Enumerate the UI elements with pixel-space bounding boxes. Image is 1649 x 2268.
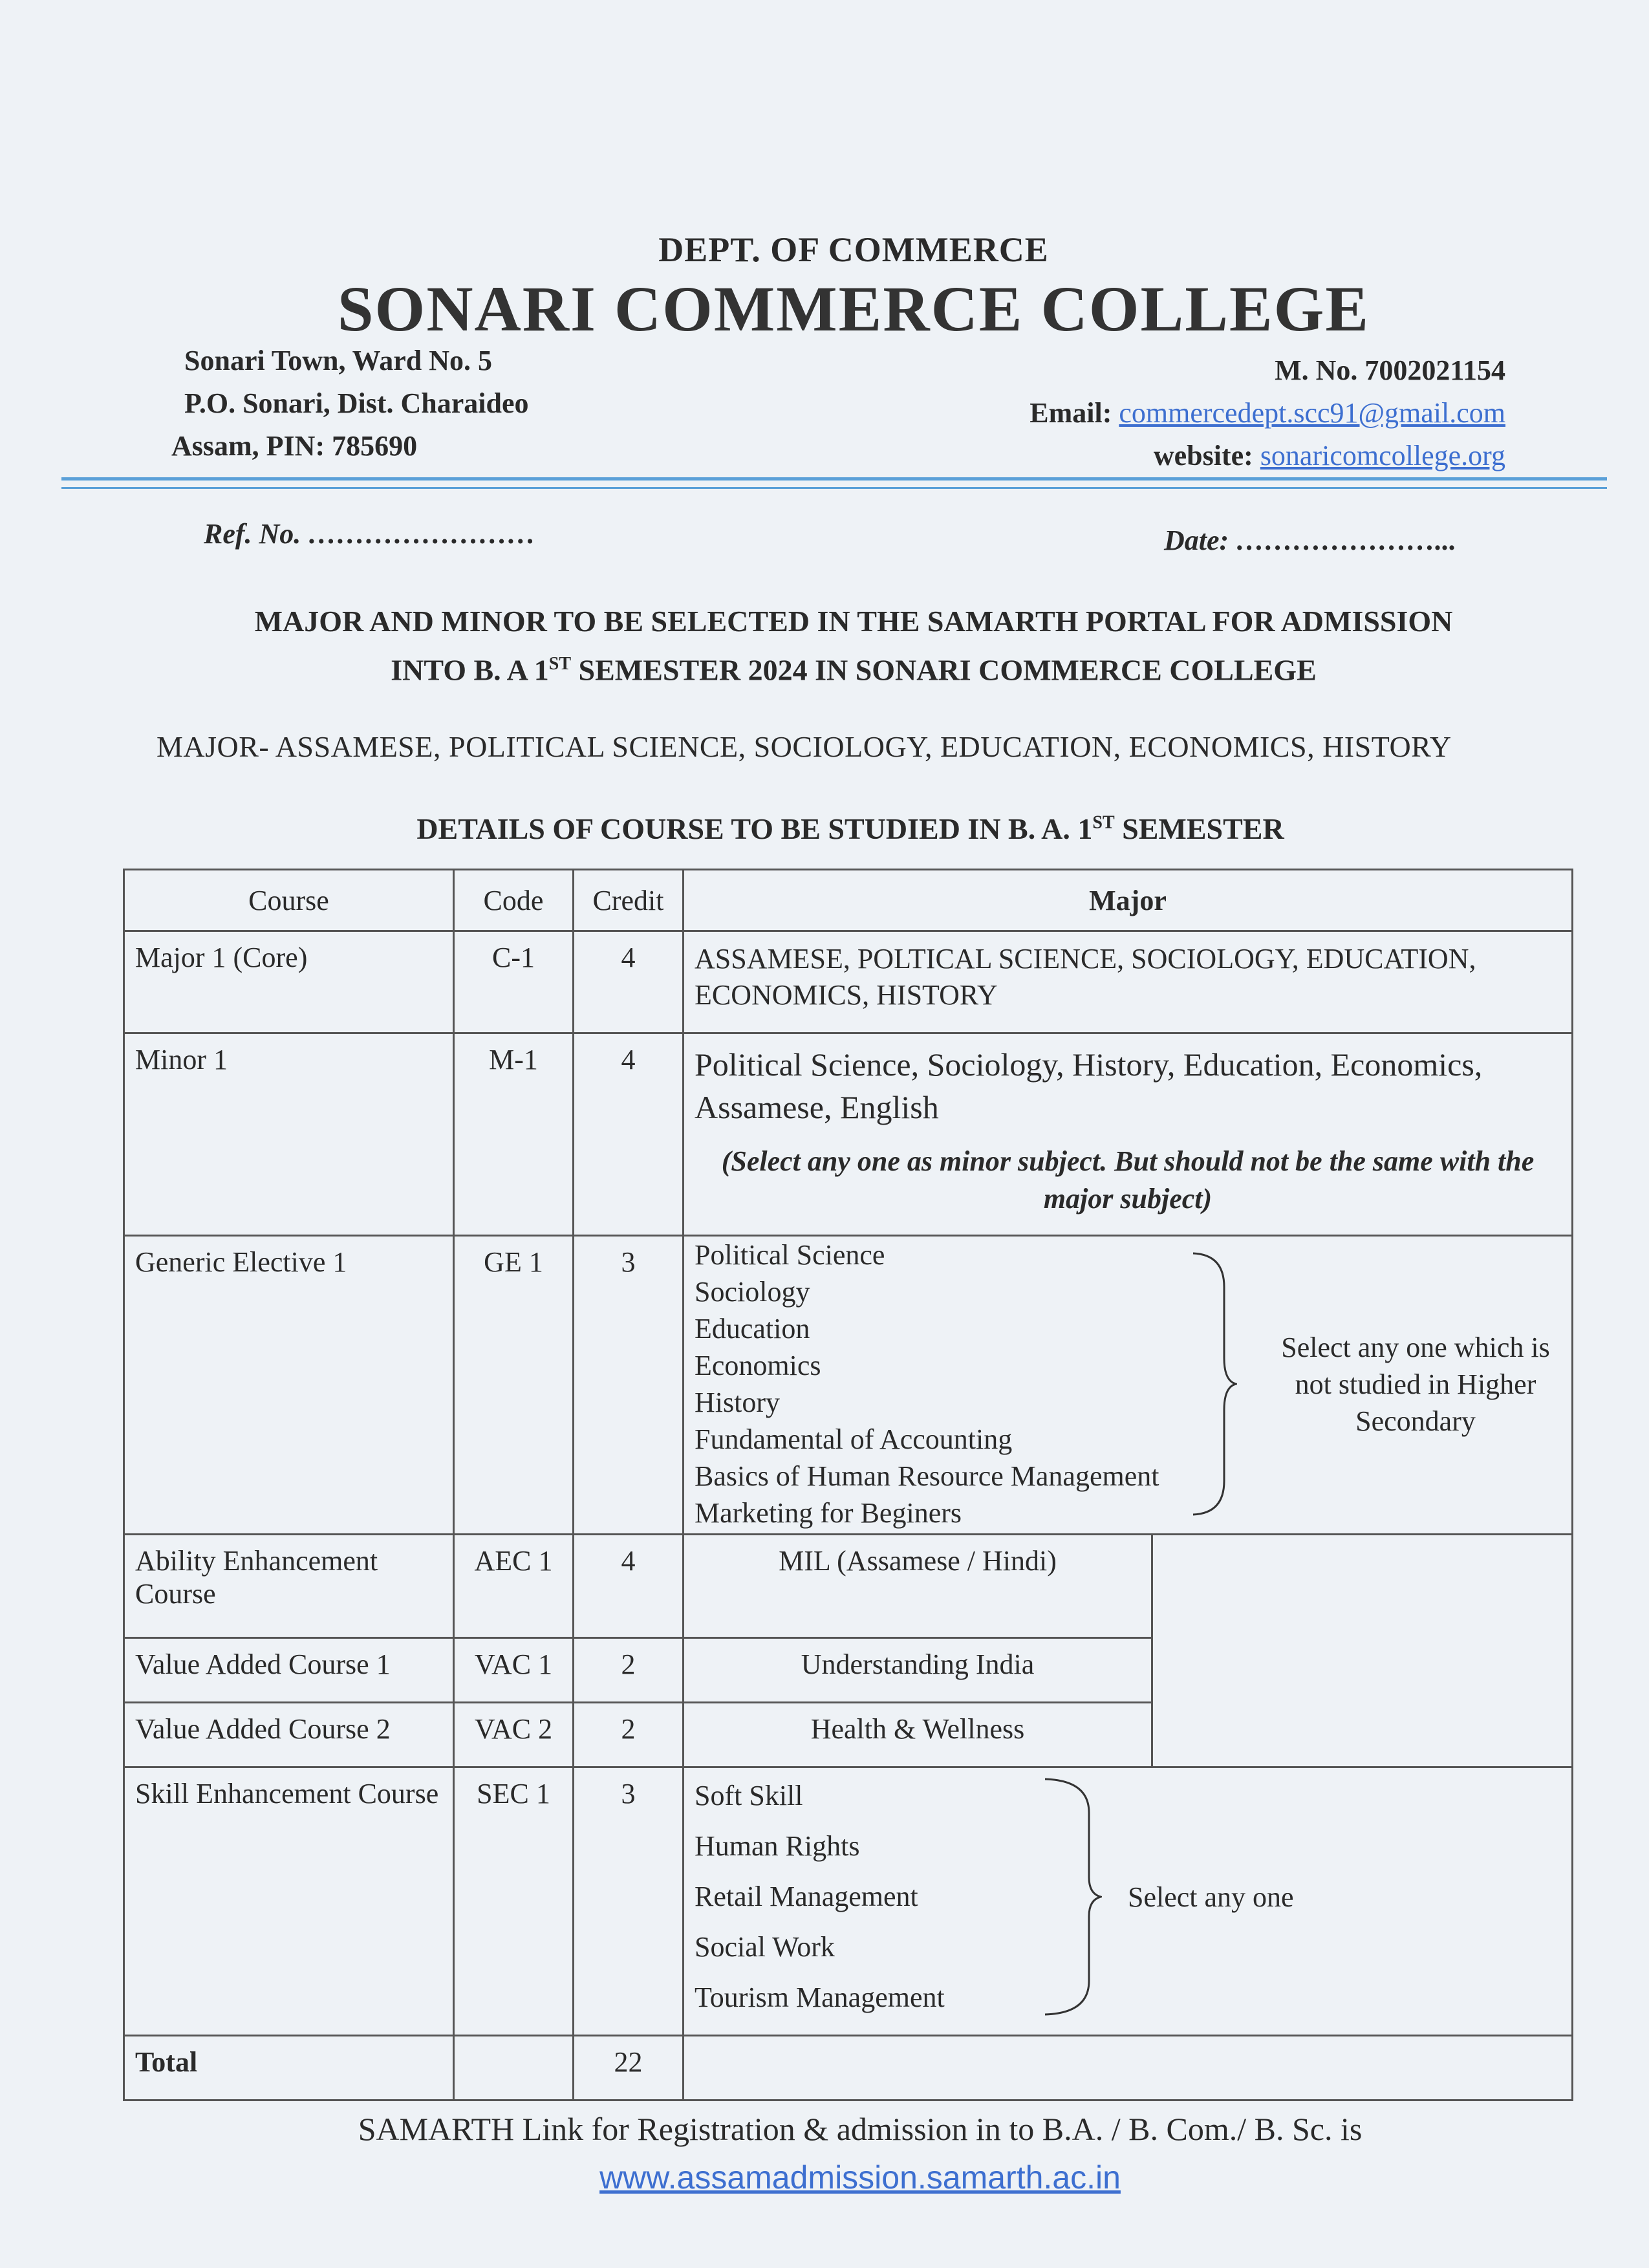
course-cell: Skill Enhancement Course <box>124 1767 454 2036</box>
course-cell: Value Added Course 1 <box>124 1638 454 1703</box>
col-course: Course <box>124 870 454 931</box>
samarth-link[interactable]: www.assamadmission.samarth.ac.in <box>599 2159 1121 2196</box>
list-item: Marketing for Beginers <box>695 1497 962 1529</box>
list-item: Education <box>695 1313 810 1345</box>
table-row <box>124 931 1573 1033</box>
course-cell: Ability Enhancement Course <box>124 1535 454 1638</box>
table-row <box>124 1767 1573 2036</box>
code-cell: VAC 2 <box>454 1703 574 1767</box>
email-link[interactable]: commercedept.scc91@gmail.com <box>1119 397 1505 429</box>
total-row <box>124 2036 1573 2101</box>
code-cell: GE 1 <box>454 1236 574 1535</box>
notice-line-2: INTO B. A 1ST SEMESTER 2024 IN SONARI COMMERCE COLLEGE <box>391 653 1317 687</box>
ref-number: Ref. No. …………………… <box>204 518 536 550</box>
list-item: History <box>695 1387 780 1418</box>
empty-cell <box>1152 1535 1573 1767</box>
email-line <box>1029 392 1505 435</box>
address-block <box>171 340 529 468</box>
header-divider-thin <box>61 487 1607 489</box>
address-line: Assam, PIN: 785690 <box>171 430 418 462</box>
details-heading: DETAILS OF COURSE TO BE STUDIED IN B. A. 1ST SEMESTER <box>416 812 1284 845</box>
ge-instruction: Select any one which is not studied in Higher Secondary <box>1281 1331 1550 1437</box>
table-row <box>124 1535 1573 1638</box>
address-line: Sonari Town, Ward No. 5 <box>184 345 493 376</box>
email-label: Email: <box>1029 397 1112 429</box>
course-cell: Major 1 (Core) <box>124 931 454 1033</box>
contact-block <box>1029 349 1505 477</box>
ge-options-cell <box>684 1236 1573 1535</box>
subject-cell: Health & Wellness <box>684 1703 1152 1767</box>
brace-icon <box>1192 1248 1237 1520</box>
list-item: Retail Management <box>695 1881 918 1912</box>
list-item: Soft Skill <box>695 1780 803 1811</box>
mobile-number: M. No. 7002021154 <box>1275 354 1505 386</box>
list-item: Social Work <box>695 1931 835 1963</box>
code-cell: VAC 1 <box>454 1638 574 1703</box>
list-item: Political Science <box>695 1239 885 1271</box>
code-cell: AEC 1 <box>454 1535 574 1638</box>
list-item: Human Rights <box>695 1830 860 1862</box>
credit-cell: 3 <box>574 1767 684 2036</box>
credit-cell: 2 <box>574 1638 684 1703</box>
course-table <box>123 869 1573 2101</box>
total-label: Total <box>124 2036 454 2101</box>
credit-cell: 4 <box>574 1033 684 1236</box>
header-divider <box>61 477 1607 481</box>
website-line <box>1029 435 1505 477</box>
table-header-row <box>124 870 1573 931</box>
col-credit: Credit <box>574 870 684 931</box>
sec-instruction: Select any one <box>1128 1881 1294 1913</box>
course-cell: Generic Elective 1 <box>124 1236 454 1535</box>
course-cell: Value Added Course 2 <box>124 1703 454 1767</box>
credit-cell: 4 <box>574 931 684 1033</box>
website-label: website: <box>1153 440 1253 471</box>
notice-line-1: MAJOR AND MINOR TO BE SELECTED IN THE SAMARTH PORTAL FOR ADMISSION <box>254 605 1453 638</box>
footer-text: SAMARTH Link for Registration & admission in to B.A. / B. Com./ B. Sc. is <box>358 2111 1363 2147</box>
brace-icon <box>1044 1774 1102 2020</box>
code-cell: C-1 <box>454 931 574 1033</box>
ge-options-list <box>695 1237 1159 1531</box>
table-row <box>124 1033 1573 1236</box>
list-item: Sociology <box>695 1276 810 1308</box>
credit-cell: 4 <box>574 1535 684 1638</box>
col-major: Major <box>684 870 1573 931</box>
notice-heading <box>129 600 1578 691</box>
credit-cell: 2 <box>574 1703 684 1767</box>
code-cell: M-1 <box>454 1033 574 1236</box>
course-cell: Minor 1 <box>124 1033 454 1236</box>
major-subjects-line: MAJOR- ASSAMESE, POLITICAL SCIENCE, SOCIOLOGY, EDUCATION, ECONOMICS, HISTORY <box>156 730 1452 763</box>
total-credit: 22 <box>574 2036 684 2101</box>
minor-note: (Select any one as minor subject. But should not be the same with the major subject) <box>721 1145 1535 1215</box>
list-item: Economics <box>695 1350 821 1381</box>
subject-cell: MIL (Assamese / Hindi) <box>684 1535 1152 1638</box>
list-item: Tourism Management <box>695 1982 945 2013</box>
website-link[interactable]: sonaricomcollege.org <box>1260 440 1505 471</box>
college-name: SONARI COMMERCE COLLEGE <box>337 273 1370 345</box>
dept-name: DEPT. OF COMMERCE <box>658 230 1049 269</box>
credit-cell: 3 <box>574 1236 684 1535</box>
table-row <box>124 1236 1573 1535</box>
subject-cell: Understanding India <box>684 1638 1152 1703</box>
minor-subjects: Political Science, Sociology, History, Education, Economics, Assamese, English <box>695 1046 1483 1125</box>
sec-options-cell <box>684 1767 1573 2036</box>
subjects-cell <box>684 1033 1573 1236</box>
date-field: Date: …………………... <box>1164 524 1457 556</box>
sec-options-list <box>695 1771 1044 2023</box>
list-item: Fundamental of Accounting <box>695 1423 1013 1455</box>
address-line: P.O. Sonari, Dist. Charaideo <box>184 387 529 419</box>
code-cell: SEC 1 <box>454 1767 574 2036</box>
subjects-cell: ASSAMESE, POLTICAL SCIENCE, SOCIOLOGY, EDUCATION, ECONOMICS, HISTORY <box>684 931 1573 1033</box>
col-code: Code <box>454 870 574 931</box>
list-item: Basics of Human Resource Management <box>695 1460 1159 1492</box>
footer <box>0 2105 1649 2202</box>
